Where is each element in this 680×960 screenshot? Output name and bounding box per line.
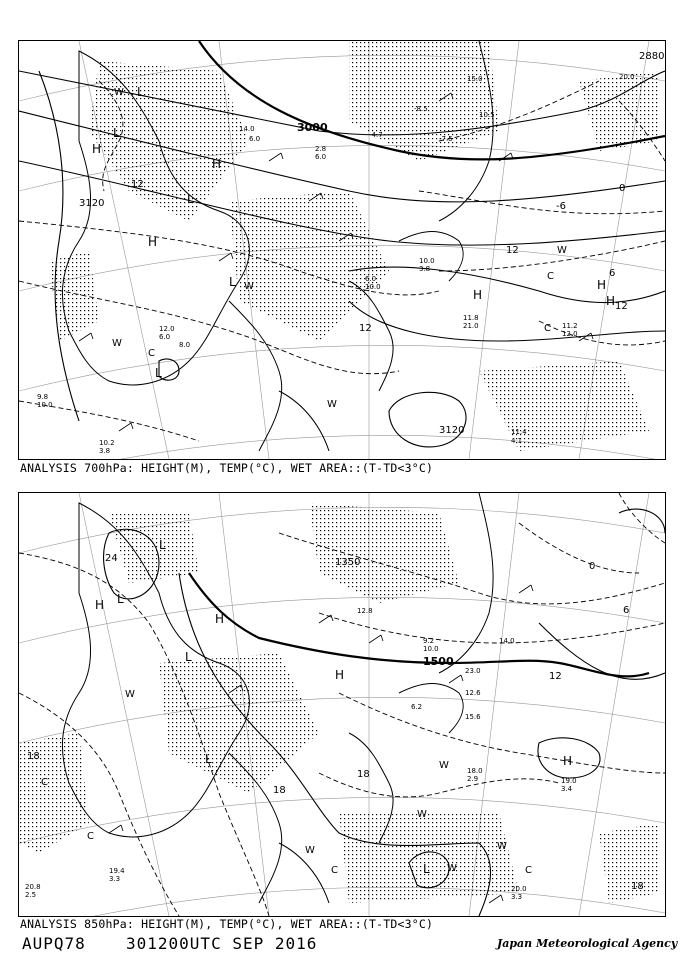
warm-center: W xyxy=(244,281,254,292)
isotherm-label: 12 xyxy=(615,301,628,312)
pressure-center-l: L xyxy=(205,752,212,766)
valid-time: 301200UTC SEP 2016 xyxy=(126,934,318,953)
warm-center: W xyxy=(417,809,427,820)
station-value: 14.0 xyxy=(239,125,255,133)
warm-center: W xyxy=(114,87,124,98)
station-value: 20.0 xyxy=(511,885,527,893)
isotherm-label: 18 xyxy=(631,881,644,892)
station-value: 19.4 xyxy=(109,867,125,875)
pressure-center-h: H xyxy=(212,157,222,171)
station-value: 15.0 xyxy=(467,75,483,83)
station-value: 10.2 xyxy=(99,439,115,447)
station-value: 12.8 xyxy=(357,607,373,615)
station-value: -8.5 xyxy=(414,105,428,113)
chart-code: AUPQ78 xyxy=(22,934,86,953)
cold-center: C xyxy=(87,831,94,842)
pressure-center-h: H xyxy=(606,294,616,308)
map-panel-700hpa xyxy=(18,40,666,460)
height-label: 3120 xyxy=(439,425,465,436)
isotherm-label: 0 xyxy=(589,561,596,572)
station-value: 23.0 xyxy=(465,667,481,675)
map-panel-850hpa xyxy=(18,492,666,917)
warm-center: W xyxy=(439,760,449,771)
cold-center: C xyxy=(331,865,338,876)
station-value: 12.6 xyxy=(465,689,481,697)
station-value: 6.0 xyxy=(159,333,171,341)
pressure-center-l: L xyxy=(185,650,192,664)
panel-caption-850hpa: ANALYSIS 850hPa: HEIGHT(M), TEMP(°C), WET AREA::(T-TD<3°C) xyxy=(20,917,434,931)
agency-name: Japan Meteorological Agency xyxy=(497,937,678,950)
station-value: -7.5 xyxy=(439,135,453,143)
station-value: 6.2 xyxy=(411,703,423,711)
panel-caption-700hpa: ANALYSIS 700hPa: HEIGHT(M), TEMP(°C), WET AREA::(T-TD<3°C) xyxy=(20,461,434,475)
isotherm-label: 12 xyxy=(359,323,372,334)
station-value: 14.0 xyxy=(499,637,515,645)
station-value: 9.2 xyxy=(423,637,435,645)
station-value: 3.8 xyxy=(99,447,111,455)
pressure-center-l: L xyxy=(229,275,236,289)
warm-center: W xyxy=(125,689,135,700)
station-value: 10.5 xyxy=(479,111,495,119)
height-label: 2880 xyxy=(639,51,665,62)
station-value: 10.0 xyxy=(37,401,53,409)
station-value: 2.9 xyxy=(467,775,479,783)
pressure-center-h: H xyxy=(473,288,483,302)
height-label: 3000 xyxy=(297,121,328,134)
station-value: 21.0 xyxy=(463,322,479,330)
station-value: 20.8 xyxy=(25,883,41,891)
cold-center: C xyxy=(148,348,155,359)
pressure-center-h: H xyxy=(563,754,573,768)
pressure-center-l: L xyxy=(113,126,120,140)
pressure-center-l: L xyxy=(117,592,124,606)
cold-center: C xyxy=(544,323,551,334)
pressure-center-h: H xyxy=(95,598,105,612)
station-value: 6.0 xyxy=(365,275,377,283)
station-value: -4.7 xyxy=(369,131,383,139)
pressure-center-h: H xyxy=(148,235,158,249)
pressure-center-h: H xyxy=(335,668,345,682)
pressure-center-l: L xyxy=(137,85,144,99)
cold-center: C xyxy=(547,271,554,282)
height-label: 1350 xyxy=(335,557,361,568)
station-value: 11.2 xyxy=(562,322,578,330)
cold-center: C xyxy=(41,777,48,788)
height-label: 1500 xyxy=(423,655,454,668)
map-700hpa-canvas xyxy=(19,41,665,459)
isotherm-label: 6 xyxy=(609,268,616,279)
map-850hpa-canvas xyxy=(19,493,665,916)
pressure-center-l: L xyxy=(423,862,430,876)
pressure-center-h: H xyxy=(215,612,225,626)
isotherm-label: 18 xyxy=(357,769,370,780)
isotherm-label: 18 xyxy=(27,751,40,762)
station-value: 6.0 xyxy=(315,153,327,161)
warm-center: W xyxy=(327,399,337,410)
isotherm-label: 18 xyxy=(273,785,286,796)
station-value: 20.0 xyxy=(619,73,635,81)
station-value: 6.0 xyxy=(249,135,261,143)
station-value: 2.5 xyxy=(25,891,37,899)
pressure-center-h: H xyxy=(597,278,607,292)
station-value: 11.8 xyxy=(463,314,479,322)
station-value: 11.4 xyxy=(511,428,527,436)
pressure-center-l: L xyxy=(159,538,166,552)
isotherm-label: 24 xyxy=(105,553,118,564)
warm-center: W xyxy=(447,863,457,874)
pressure-center-h: H xyxy=(92,142,102,156)
station-value: 10.0 xyxy=(423,645,439,653)
station-value: 4.1 xyxy=(511,437,523,445)
isotherm-label: -6 xyxy=(556,201,566,212)
station-value: 2.8 xyxy=(315,145,327,153)
station-value: 12.0 xyxy=(562,330,578,338)
station-value: 10.0 xyxy=(365,283,381,291)
warm-center: W xyxy=(557,245,567,256)
station-value: 9.8 xyxy=(37,393,49,401)
isotherm-label: 12 xyxy=(549,671,562,682)
warm-center: W xyxy=(497,841,507,852)
warm-center: W xyxy=(305,845,315,856)
station-value: 15.6 xyxy=(465,713,481,721)
station-value: 3.8 xyxy=(419,265,431,273)
station-value: 3.4 xyxy=(561,785,573,793)
cold-center: C xyxy=(525,865,532,876)
isotherm-label: 0 xyxy=(619,183,626,194)
warm-center: W xyxy=(112,338,122,349)
station-value: 3.3 xyxy=(511,893,523,901)
station-value: 3.3 xyxy=(109,875,121,883)
station-value: 8.0 xyxy=(179,341,191,349)
station-value: 12.0 xyxy=(159,325,175,333)
isotherm-label: 12 xyxy=(131,179,144,190)
height-label: 3120 xyxy=(79,198,105,209)
pressure-center-l: L xyxy=(187,192,194,206)
station-value: 19.0 xyxy=(561,777,577,785)
station-value: 18.0 xyxy=(467,767,483,775)
station-value: 10.0 xyxy=(419,257,435,265)
isotherm-label: 6 xyxy=(623,605,630,616)
pressure-center-l: L xyxy=(155,366,162,380)
isotherm-label: 12 xyxy=(506,245,519,256)
